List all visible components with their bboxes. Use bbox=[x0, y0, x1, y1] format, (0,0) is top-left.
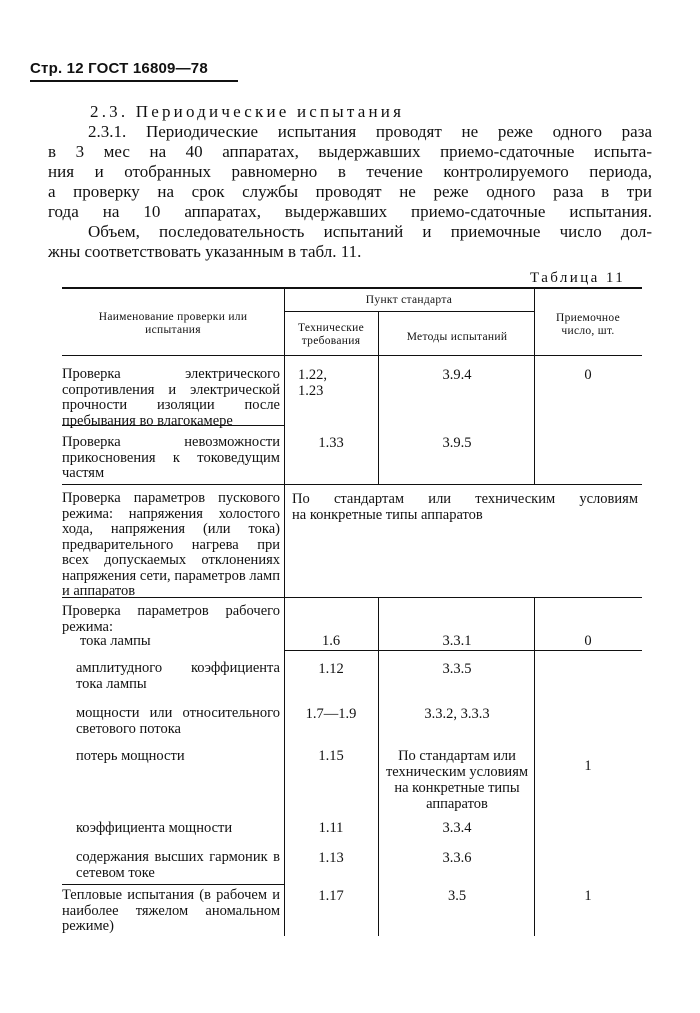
row-2-method: 3.9.5 bbox=[442, 435, 472, 451]
table-top-rule bbox=[62, 287, 642, 289]
row-8-method: 3.3.4 bbox=[442, 820, 472, 836]
row-4-name: Проверка параметров рабочего режима: bbox=[62, 603, 280, 635]
row-2-tech: 1.33 bbox=[318, 435, 344, 451]
row-7-method-line-1: По стандартам или bbox=[398, 748, 516, 764]
header-split-rule bbox=[284, 311, 534, 312]
row-10-tech: 1.17 bbox=[318, 888, 344, 904]
row-4-accept: 0 bbox=[584, 633, 592, 649]
row-rule bbox=[285, 650, 642, 651]
header-acceptance: Приемочное число, шт. bbox=[556, 312, 620, 337]
row-1-tech-1: 1.22, bbox=[298, 367, 327, 383]
row-5-name: амплитудного коэффициента тока лампы bbox=[76, 660, 280, 692]
row-rule bbox=[62, 884, 284, 885]
row-9-name: содержания высших гармоник в сетевом токе bbox=[76, 849, 280, 881]
row-6-method: 3.3.2, 3.3.3 bbox=[424, 706, 490, 722]
paragraph-1-line-5: года на 10 аппаратах, выдержавших приемо-сдаточные испытания. bbox=[48, 202, 652, 221]
section-title: 2.3. Периодические испытания bbox=[90, 102, 405, 121]
header-name: Наименование проверки или испытания bbox=[98, 311, 248, 336]
row-10-accept: 1 bbox=[584, 888, 592, 904]
row-rule bbox=[62, 484, 642, 485]
row-7-tech: 1.15 bbox=[318, 748, 344, 764]
row-1-accept: 0 bbox=[584, 367, 592, 383]
header-bottom-rule bbox=[62, 355, 642, 356]
paragraph-1-line-4: а проверку на срок службы проводят не реже одного раза в три bbox=[48, 182, 652, 201]
table-caption: Таблица 11 bbox=[530, 270, 626, 286]
header-rule bbox=[30, 80, 238, 82]
page-header: Стр. 12 ГОСТ 16809—78 bbox=[30, 60, 208, 77]
col-divider-3a bbox=[534, 288, 535, 485]
row-3-merged-line-1: По стандартам или техническим условиям bbox=[292, 491, 638, 507]
col-divider-3b bbox=[534, 598, 535, 936]
row-10-name: Тепловые испытания (в рабочем и наиболее тяжелом аномальном режиме) bbox=[62, 887, 280, 934]
row-4-method: 3.3.1 bbox=[442, 633, 472, 649]
row-7-name: потерь мощности bbox=[76, 748, 185, 764]
row-9-tech: 1.13 bbox=[318, 850, 344, 866]
row-6-name: мощности или относительного светового потока bbox=[76, 705, 280, 737]
paragraph-1-line-2: в 3 мес на 40 аппаратах, выдержавших приемо-сдаточные испыта- bbox=[48, 142, 652, 161]
paragraph-1-line-3: ния и отобранных равномерно в течение контролируемого периода, bbox=[48, 162, 652, 181]
row-9-method: 3.3.6 bbox=[442, 850, 472, 866]
row-7-method-line-3: на конкретные типы bbox=[394, 780, 520, 796]
row-5-tech: 1.12 bbox=[318, 661, 344, 677]
col-divider-2b bbox=[378, 598, 379, 936]
paragraph-2-line-2: жны соответствовать указанным в табл. 11. bbox=[48, 242, 362, 261]
header-point-group: Пункт стандарта bbox=[365, 294, 453, 306]
col-divider-2a bbox=[378, 311, 379, 485]
row-3-merged-line-2: на конкретные типы аппаратов bbox=[292, 507, 483, 523]
header-tech: Технические требования bbox=[297, 322, 365, 347]
row-8-name: коэффициента мощности bbox=[76, 820, 233, 836]
row-10-method: 3.5 bbox=[447, 888, 467, 904]
row-4-sub: тока лампы bbox=[80, 633, 151, 649]
row-7-method-line-4: аппаратов bbox=[426, 796, 488, 812]
paragraph-2-line-1: Объем, последовательность испытаний и приемочные число дол- bbox=[88, 222, 652, 241]
row-1-name: Проверка электрического сопротивления и электрической прочности изоляции после пребывания во влагокамере bbox=[62, 366, 280, 429]
row-7-method-line-2: техническим условиям bbox=[385, 764, 529, 780]
paragraph-1-line-1: 2.3.1. Периодические испытания проводят не реже одного раза bbox=[88, 122, 652, 141]
row-7-accept: 1 bbox=[584, 758, 592, 774]
row-1-tech-2: 1.23 bbox=[298, 383, 324, 399]
row-8-tech: 1.11 bbox=[318, 820, 344, 836]
row-6-tech: 1.7—1.9 bbox=[305, 706, 357, 722]
row-2-name: Проверка невозможности прикосновения к токоведущим частям bbox=[62, 434, 280, 481]
col-divider-1 bbox=[284, 288, 285, 936]
row-5-method: 3.3.5 bbox=[442, 661, 472, 677]
row-4-tech: 1.6 bbox=[321, 633, 341, 649]
row-3-name: Проверка параметров пускового режима: напряжения холостого хода, напряжения (или тока) предварительного нагрева при всех допускаемых отклонениях напряжения сети, параметров ламп и аппаратов bbox=[62, 490, 280, 599]
row-1-method: 3.9.4 bbox=[442, 367, 472, 383]
header-methods: Методы испытаний bbox=[406, 331, 508, 343]
